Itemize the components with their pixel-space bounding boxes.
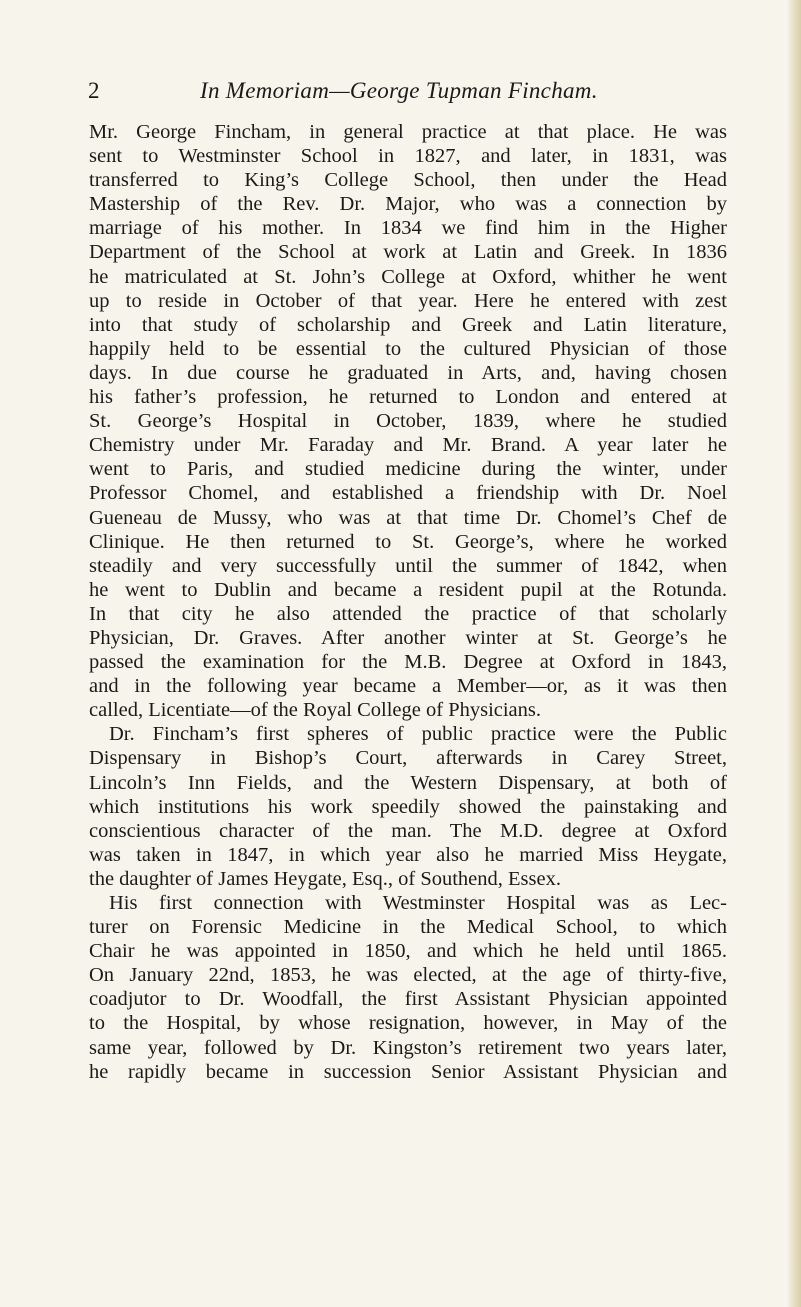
text-line: went to Paris, and studied medicine during the winter, under (89, 458, 727, 481)
text-line: Department of the School at work at Latin and Greek. In 1836 (89, 241, 727, 264)
running-head (88, 78, 728, 108)
text-line: Mr. George Fincham, in general practice at that place. He was (89, 121, 727, 143)
text-line: passed the examination for the M.B. Degree at Oxford in 1843, (89, 651, 727, 674)
text-line: St. George’s Hospital in October, 1839, where he studied (89, 410, 727, 433)
text-line: sent to Westminster School in 1827, and later, in 1831, was (89, 145, 727, 168)
text-line: to the Hospital, by whose resignation, however, in May of the (89, 1012, 727, 1035)
text-line: Dr. Fincham’s first spheres of public practice were the Public (109, 723, 727, 746)
text-line: Chemistry under Mr. Faraday and Mr. Brand. A year later he (89, 434, 727, 457)
body-text (89, 120, 727, 1084)
text-line: On January 22nd, 1853, he was elected, at the age of thirty-five, (89, 964, 727, 987)
page-edge (787, 0, 801, 1307)
text-line: Gueneau de Mussy, who was at that time Dr. Chomel’s Chef de (89, 506, 727, 529)
text-line: days. In due course he graduated in Arts, and, having chosen (89, 361, 727, 384)
text-line: marriage of his mother. In 1834 we find him in the Higher (89, 217, 727, 240)
text-line: he went to Dublin and became a resident pupil at the Rotunda. (89, 578, 727, 601)
text-line: the daughter of James Heygate, Esq., of Southend, Essex. (89, 867, 561, 890)
text-line: was taken in 1847, in which year also he married Miss Heygate, (89, 843, 727, 866)
text-line: called, Licentiate—of the Royal College of Physicians. (89, 699, 542, 722)
text-line: conscientious character of the man. The M.D. degree at Oxford (89, 819, 727, 842)
text-line: turer on Forensic Medicine in the Medical School, to which (89, 916, 727, 939)
text-line: and in the following year became a Member—or, as it was then (89, 675, 727, 698)
text-line: steadily and very successfully until the summer of 1842, when (89, 554, 727, 577)
page-number: 2 (88, 78, 100, 103)
text-line: he rapidly became in succession Senior Assistant Physician and (89, 1060, 727, 1083)
text-line: Physician, Dr. Graves. After another winter at St. George’s he (89, 626, 727, 649)
text-line: Mastership of the Rev. Dr. Major, who was a connection by (89, 193, 727, 216)
text-line: Chair he was appointed in 1850, and which he held until 1865. (89, 940, 727, 963)
text-line: up to reside in October of that year. Here he entered with zest (89, 289, 727, 312)
text-line: Professor Chomel, and established a friendship with Dr. Noel (89, 482, 727, 505)
text-line: happily held to be essential to the cultured Physician of those (89, 337, 727, 360)
text-line: transferred to King’s College School, then under the Head (89, 169, 727, 192)
text-line: which institutions his work speedily showed the painstaking and (89, 795, 727, 818)
text-line: Lincoln’s Inn Fields, and the Western Dispensary, at both of (89, 771, 727, 794)
running-title: In Memoriam—George Tupman Fincham. (200, 78, 598, 103)
text-line: His first connection with Westminster Hospital was as Lec- (109, 892, 727, 914)
text-line: In that city he also attended the practice of that scholarly (89, 602, 727, 625)
text-line: Clinique. He then returned to St. George’s, where he worked (89, 530, 727, 553)
text-line: he matriculated at St. John’s College at Oxford, whither he went (89, 265, 727, 288)
text-line: coadjutor to Dr. Woodfall, the first Assistant Physician appointed (89, 988, 727, 1011)
text-line: his father’s profession, he returned to London and entered at (89, 386, 727, 409)
text-line: into that study of scholarship and Greek and Latin literature, (89, 313, 727, 336)
text-line: Dispensary in Bishop’s Court, afterwards in Carey Street, (89, 747, 727, 770)
text-line: same year, followed by Dr. Kingston’s retirement two years later, (89, 1036, 727, 1059)
